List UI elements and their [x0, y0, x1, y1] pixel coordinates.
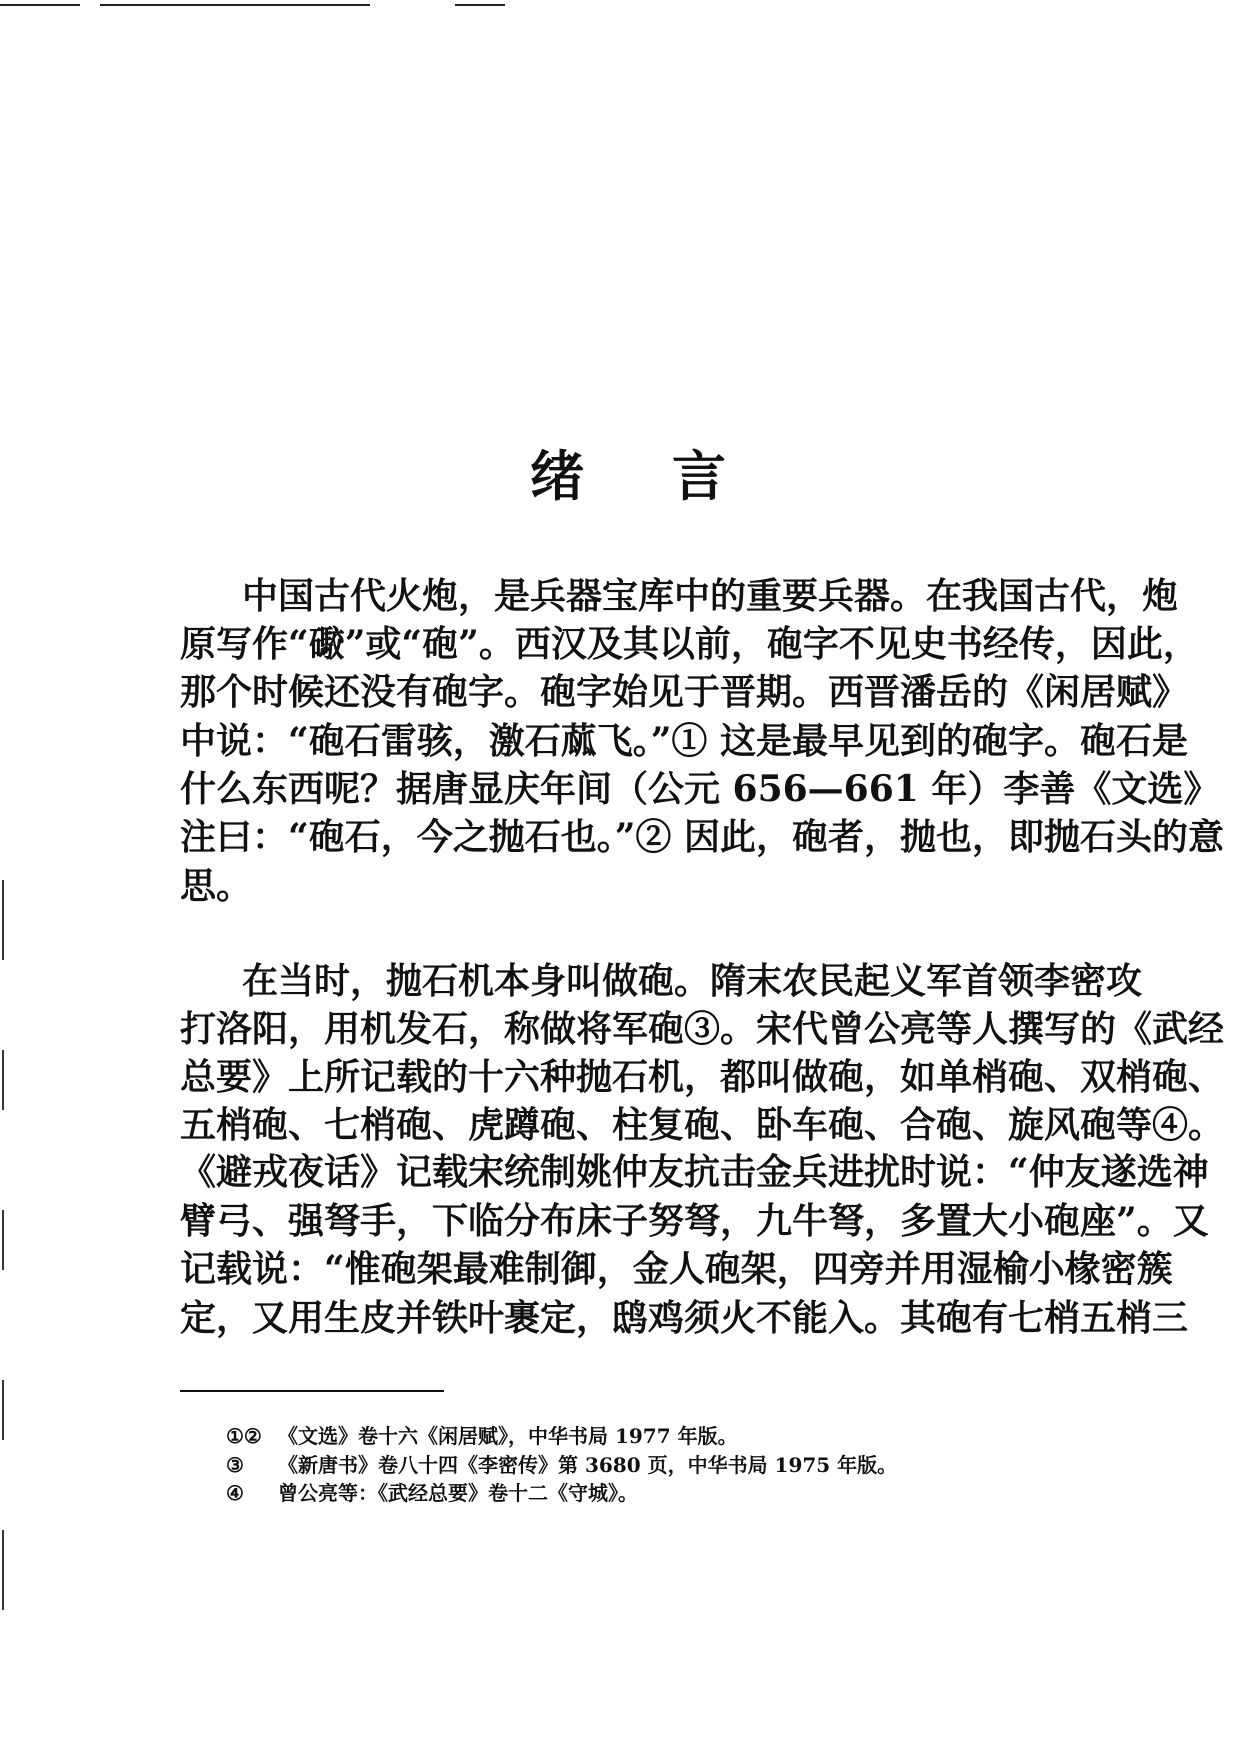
footnote: [226, 1423, 738, 1449]
footnote-mark: ③: [226, 1453, 244, 1477]
text-line: 打洛阳，用机发石，称做将军砲③。宋代曾公亮等人撰写的《武经: [180, 1008, 1225, 1050]
text-line: 总要》上所记载的十六种抛石机，都叫做砲，如单梢砲、双梢砲、: [180, 1056, 1225, 1098]
scan-edge-rule: [455, 4, 505, 6]
footnote-mark: ①②: [226, 1424, 262, 1448]
text-line: 定，又用生皮并铁叶裹定，鸱鸡须火不能入。其砲有七梢五梢三: [180, 1297, 1189, 1339]
footnote-mark: ④: [226, 1481, 244, 1505]
scan-edge-mark: [2, 1380, 4, 1440]
text-line: 在当时，抛石机本身叫做砲。隋末农民起义军首领李密攻: [242, 960, 1143, 1002]
footnote: [226, 1480, 638, 1506]
text-line: 思。: [180, 865, 253, 907]
footnote-divider: [180, 1390, 444, 1392]
scan-edge-mark: [2, 1530, 4, 1610]
scan-edge-rule: [100, 4, 370, 6]
scan-edge-mark: [2, 1210, 4, 1270]
text-line: 什么东西呢？据唐显庆年间（公元 656—661 年）李善《文选》: [180, 768, 1220, 810]
text-line: 记载说：“惟砲架最难制御，金人砲架，四旁并用湿榆小椽密簇: [180, 1248, 1173, 1290]
scan-edge-mark: [2, 1050, 4, 1110]
text-line: 中说：“砲石雷骇，激石蓏飞。”① 这是最早见到的砲字。砲石是: [180, 720, 1188, 762]
footnote-text: 《文选》卷十六《闲居赋》，中华书局 1977 年版。: [278, 1424, 738, 1448]
text-line: 五梢砲、七梢砲、虎蹲砲、柱复砲、卧车砲、合砲、旋风砲等④。: [180, 1104, 1225, 1146]
footnote-text: 《新唐书》卷八十四《李密传》第 3680 页，中华书局 1975 年版。: [278, 1453, 898, 1477]
chapter-title-char: 绪: [530, 444, 584, 508]
footnote-text: 曾公亮等：《武经总要》卷十二《守城》。: [278, 1481, 638, 1505]
text-line: 原写作“礮”或“砲”。西汉及其以前，砲字不见史书经传，因此，: [180, 623, 1199, 665]
text-line: 中国古代火炮，是兵器宝库中的重要兵器。在我国古代，炮: [242, 575, 1179, 617]
text-line: 《避戎夜话》记载宋统制姚仲友抗击金兵进扰时说：“仲友遂选神: [180, 1151, 1209, 1193]
text-line: 臂弓、强弩手，下临分布床子努弩，九牛弩，多置大小砲座”。又: [180, 1200, 1209, 1242]
scan-edge-mark: [2, 880, 4, 960]
text-line: 注曰：“砲石，今之抛石也。”② 因此，砲者，抛也，即抛石头的意: [180, 816, 1224, 858]
text-line: 那个时候还没有砲字。砲字始见于晋期。西晋潘岳的《闲居赋》: [180, 671, 1189, 713]
scan-edge-rule: [0, 4, 80, 6]
footnote: [226, 1452, 897, 1478]
chapter-title-char: 言: [672, 444, 726, 508]
